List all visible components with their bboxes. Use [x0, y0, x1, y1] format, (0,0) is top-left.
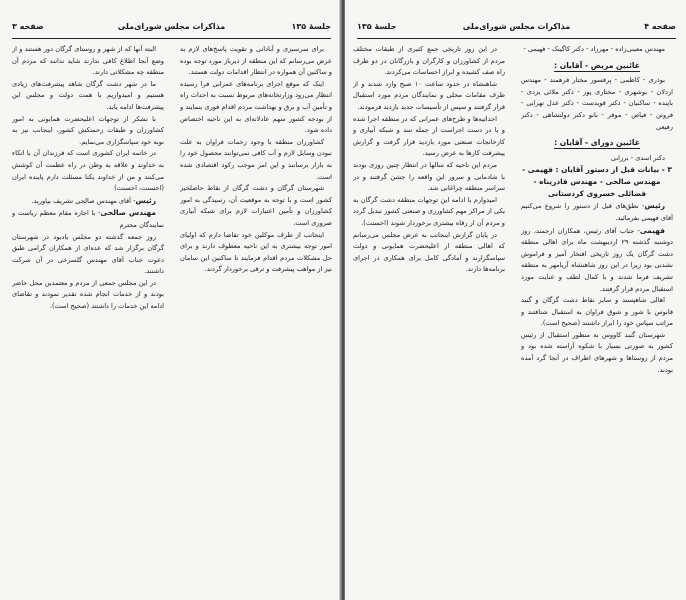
speaker-name: رئیس — [644, 201, 665, 211]
page-header — [357, 22, 676, 36]
paragraph: شاهنشاه در حدود ساعت ۱۰ صبح وارد شدند و از طرف مقامات محلی و نمایندگان مردم مورد استقبال قرار گرفتند و سپس از تأسیسات جدید بازدید فرمودند. — [353, 79, 505, 111]
speech — [12, 195, 164, 208]
paragraph: کشاورزان منطقه با وجود زحمات فراوان به علت نبودن وسایل لازم و آب کافی نمی‌توانند محصول خود را به بازار برسانند و این امر موجب رکود اقتصادی شده است. — [180, 137, 332, 181]
left-page — [0, 0, 341, 600]
paragraph: اهالی شاهپسند و سایر نقاط دشت گرگان و گنبد قابوس با شور و شوق فراوان به استقبال شتافتند و مراتب سپاس خود را ابراز داشتند (صحیح است). — [521, 296, 673, 328]
paragraph: مردم این ناحیه که سالها در انتظار چنین روزی بودند با شادمانی و سرور این واقعه را جشن گرفتند و در سراسر منطقه چراغانی شد. — [353, 160, 505, 193]
header-title: مذاکرات مجلس شورای‌ملی — [117, 22, 226, 31]
paragraph: در پایان گزارش اینجانب به عرض مجلس می‌رسانم که اهالی منطقه از اعلیحضرت همایونی و دولت سپاسگزارند و آمادگی کامل برای همکاری در اجرای برنامه‌ها دارند. — [353, 230, 505, 274]
header-page-number: صفحه ۴ — [644, 22, 676, 31]
paragraph: در خاتمه ایران کشوری است که فرزندان آن با اتکاء به خداوند و علاقه به وطن در راه عظمت آن کوشش می‌کنند و من از خداوند یکتا مسئلت دارم پاینده ایران (احسنت، احسنت) — [12, 149, 164, 193]
speech-text: - با اجازه مقام معظم ریاست و نمایندگان محترم — [12, 209, 164, 229]
column-left — [353, 44, 505, 600]
speech — [12, 207, 164, 231]
paragraph: روز جمعه گذشته دو مجلس یادبود در شهرستان گرگان برگزار شد که عده‌ای از همکاران گرامی طبق دعوت جناب آقای مهندس گلسرخی در آن شرکت داشتند. — [12, 232, 164, 276]
section-heading — [521, 137, 673, 149]
paragraph: احداثیه‌ها و طرح‌های عمرانی که در منطقه اجرا شده و یا در دست اجراست از جمله سد و شبکه آبیاری و کارخانجات صنعتی مورد بازدید قرار گرفت و گزارش پیشرفت کارها به عرض رسید. — [353, 114, 505, 158]
speaker-name: فهیمی — [639, 225, 665, 235]
absent-unexcused-title: غائبین دورای - آقایان : — [554, 138, 640, 148]
speaker-name: مهندس صالحی — [100, 208, 156, 218]
paragraph: شهرستان گرگان و دشت گرگان از نقاط حاصلخیز کشور است و با توجه به موقعیت آن، رسیدگی به امور کشاورزان و تأمین اعتبارات لازم برای شبکه آبیاری ضروری است. — [180, 184, 332, 227]
column-right — [521, 44, 673, 600]
speech-text: - نطق‌های قبل از دستور را شروع می‌کنیم آقای فهیمی بفرمائید. — [521, 202, 673, 222]
header-session: جلسهٔ ۱۳۵ — [357, 22, 397, 31]
speech-text: - آقای مهندس صالحی تشریف بیاورید. — [31, 196, 136, 205]
right-page — [345, 0, 686, 600]
header-page-number: صفحه ۳ — [12, 22, 44, 31]
column-left — [12, 44, 164, 600]
paragraph: بوذری - کاظمی - پرفسور مختار فرهمند - مهندس اردلان - بوشهری - مختاری پور - دکتر ملائی یزدی - باپنده - ساکنیان - دکتر قویدست - دکتر عدل تهرانی - فروتن - فیاض - موقر - بانو دکتر دولتشاهی - دکتر رفیعی — [521, 76, 673, 131]
header-rule — [12, 38, 331, 39]
paragraph: دکتر اسدی - برزانی — [610, 153, 665, 162]
speech-text: - جناب آقای رئیس، همکاران ارجمند، روز دوشنبه گذشته ۲۹ اردیبهشت ماه برای اهالی منطقه دشت گرگان یک روز تاریخی افتخار آمیز و فراموش نشدنی بود زیرا در این روز شاهنشاه آریامهر به منطقه تشریف فرما شدند و با کمال لطف و عنایت مورد استقبال مردم قرار گرفتند. — [521, 226, 673, 293]
paragraph: با تشکر از توجهات اعلیحضرت همایونی به امور کشاورزان و طبقات زحمتکش کشور، اینجانب نیز به نوبه خود سپاسگزاری می‌نمایم. — [12, 114, 164, 146]
page-header — [12, 22, 331, 36]
speech — [521, 200, 673, 224]
section-heading — [521, 60, 673, 72]
paragraph: ما در شهر دشت گرگان شاهد پیشرفت‌های زیادی هستیم و امیدواریم با همت دولت و مجلس این پیشرفت‌ها ادامه یابد. — [12, 79, 164, 111]
paragraph: البته آنها که از شهر و روستای گرگان دور هستند و از وضع آنجا اطلاع کافی ندارند شاید ندانند که مردم آن منطقه چه مشکلاتی دارند. — [12, 45, 164, 77]
paragraph: در این مجلس جمعی از مردم و معتمدین محل حاضر بودند و از خدمات انجام شده تقدیر نمودند و تقاضای ادامه این خدمات را داشتند (صحیح است). — [12, 278, 164, 311]
agenda-heading: ۳ - بیانات قبل از دستور آقایان : فهیمی - مهندس صالحی - مهندس قادرپناه - فضائلی خسروی کردستانی — [522, 165, 672, 199]
speaker-name: رئیس — [135, 195, 156, 205]
paragraph: شهرستان گنبد کاووس به منظور استقبال از رئیس کشور به صورتی بسیار با شکوه آراسته شده بود و مردم از روستاها و شهرهای اطراف در آنجا گرد آمده بودند. — [521, 330, 673, 374]
paragraph: اینجانب از طرف موکلین خود تقاضا دارم که اولیای امور توجه بیشتری به این ناحیه معطوف دارند و برای حل مشکلات مردم اقدام فرمایند تا ساکنین این سامان نیز از مواهب پیشرفت و ترقی برخوردار گردند. — [180, 230, 332, 274]
paragraph: در این روز تاریخی جمع کثیری از طبقات مختلف مردم از کشاورزان و کارگران و بازرگانان در دو طرف راه صف کشیده و ابراز احساسات می‌کردند. — [353, 45, 505, 77]
header-rule — [357, 38, 676, 39]
paragraph: مهندس معینی‌زاده - مهرزاد - دکتر کاگینک - فهیمی - — [523, 45, 665, 53]
absent-excused-title: غائبین مریض - آقایان : — [554, 60, 640, 70]
paragraph: امیدوارم با ادامه این توجهات منطقه دشت گرگان به یکی از مراکز مهم کشاورزی و صنعتی کشور تبدیل گردد و مردم آن از رفاه بیشتری برخوردار شوند (احسنت). — [353, 195, 505, 227]
header-title: مذاکرات مجلس شورای‌ملی — [462, 22, 571, 31]
paragraph: اینک که موقع اجرای برنامه‌های عمرانی فرا رسیده انتظار می‌رود وزارتخانه‌های مربوط نسبت به احداث راه و تأمین آب و برق و بهداشت مردم اقدام فوری بنمایند و از بودجه کشور سهم عادلانه‌ای به این ناحیه اختصاص داده شود. — [180, 79, 332, 135]
header-session: جلسهٔ ۱۳۵ — [291, 22, 331, 31]
paragraph: برای سرسبزی و آبادانی و تقویت پاسخ‌های لازم به عرض می‌رسانم که این منطقه از دیرباز مورد توجه بوده و ساکنین آن همواره در انتظار اقدامات دولت هستند. — [180, 45, 332, 77]
column-right — [180, 44, 332, 600]
speech — [521, 225, 673, 296]
